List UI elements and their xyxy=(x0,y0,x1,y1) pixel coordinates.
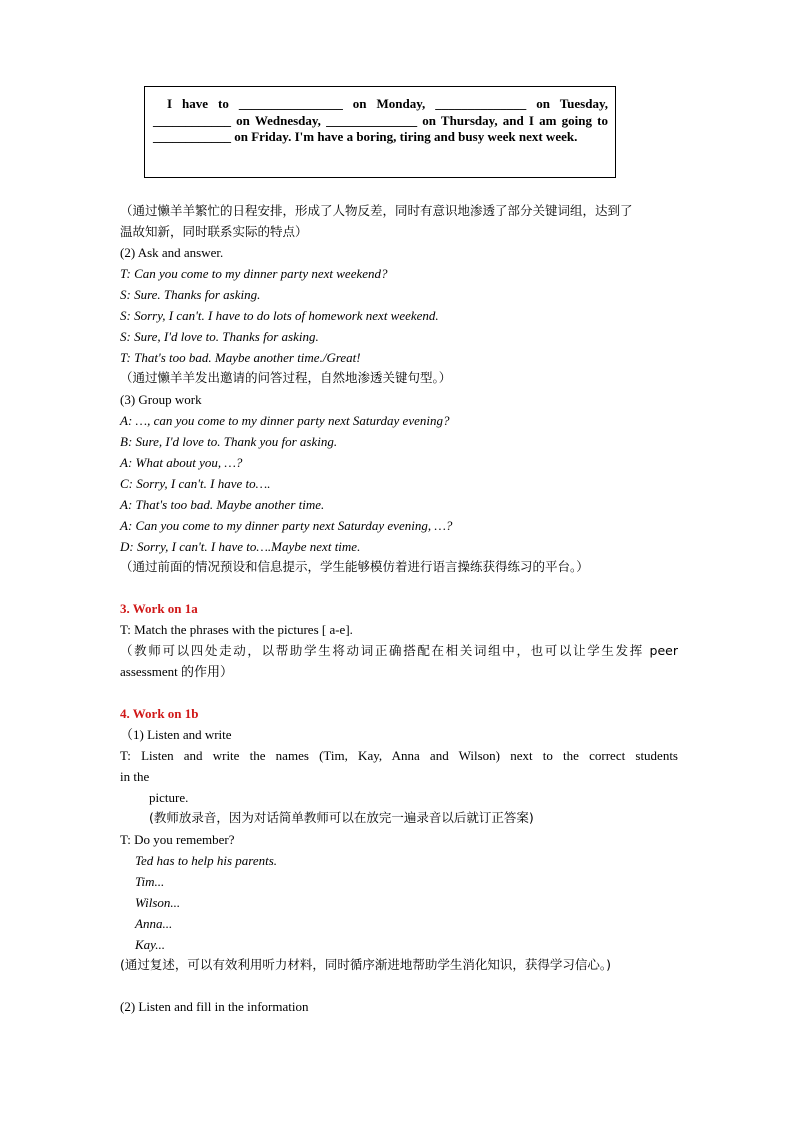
dialog2-line: A: What about you, …? xyxy=(120,455,243,470)
remember-item: Tim... xyxy=(135,874,165,889)
remember-item: Anna... xyxy=(135,916,173,931)
note-teacher-walk-line1: （教师可以四处走动，以帮助学生将动词正确搭配在相关词组中，也可以让学生发挥 peer xyxy=(120,643,678,658)
work-1a-instruction: T: Match the phrases with the pictures [ a-e]. xyxy=(120,622,353,637)
schedule-text-box xyxy=(144,86,616,178)
dialog1-line: S: Sorry, I can't. I have to do lots of homework next weekend. xyxy=(120,308,439,323)
remember-item: Wilson... xyxy=(135,895,181,910)
work-1b-sub-listen-write: （1) Listen and write xyxy=(120,727,232,742)
note-teacher-walk-line2: assessment 的作用） xyxy=(120,664,234,679)
dialog1-line: T: That's too bad. Maybe another time./Great! xyxy=(120,350,361,365)
note-schedule-line2: 温故知新，同时联系实际的特点） xyxy=(120,224,308,239)
dialog2-line: B: Sure, I'd love to. Thank you for asking. xyxy=(120,434,338,449)
work-1b-sub-listen-fill: (2) Listen and fill in the information xyxy=(120,999,309,1014)
note-invitation: （通过懒羊羊发出邀请的问答过程，自然地渗透关键句型。） xyxy=(120,370,452,385)
work-1b-instruction-line2: in the xyxy=(120,769,150,784)
remember-item: Kay... xyxy=(135,937,165,952)
work-1b-heading: 4. Work on 1b xyxy=(120,706,199,721)
section-group-work-heading: (3) Group work xyxy=(120,392,202,407)
note-retelling: (通过复述，可以有效利用听力材料，同时循序渐进地帮助学生消化知识，获得学习信心。) xyxy=(120,957,612,972)
note-schedule-line1: （通过懒羊羊繁忙的日程安排，形成了人物反差，同时有意识地渗透了部分关键词组，达到了 xyxy=(120,203,633,218)
dialog2-line: A: …, can you come to my dinner party next Saturday evening? xyxy=(120,413,450,428)
dialog1-line: T: Can you come to my dinner party next weekend? xyxy=(120,266,388,281)
work-1b-instruction-line1: T: Listen and write the names (Tim, Kay, Anna and Wilson) next to the correct students xyxy=(120,748,678,763)
schedule-text: I have to ________________ on Monday, ______________ on Tuesday, ____________ on Wednesday, ______________ on Thursday, and I am going to ____________ on Friday. I'm have a boring, tiring and busy week next week. xyxy=(153,96,608,144)
dialog2-line: C: Sorry, I can't. I have to…. xyxy=(120,476,271,491)
dialog2-line: A: That's too bad. Maybe another time. xyxy=(120,497,325,512)
dialog1-line: S: Sure. Thanks for asking. xyxy=(120,287,261,302)
dialog2-line: A: Can you come to my dinner party next Saturday evening, …? xyxy=(120,518,453,533)
dialog1-line: S: Sure, I'd love to. Thanks for asking. xyxy=(120,329,319,344)
work-1b-instruction-line3: picture. xyxy=(149,790,189,805)
note-recording: (教师放录音，因为对话简单教师可以在放完一遍录音以后就订正答案) xyxy=(149,810,534,825)
remember-item: Ted has to help his parents. xyxy=(135,853,278,868)
schedule-paragraph xyxy=(153,96,608,146)
work-1a-heading: 3. Work on 1a xyxy=(120,601,198,616)
note-practice: （通过前面的情况预设和信息提示，学生能够模仿着进行语言操练获得练习的平台。） xyxy=(120,559,589,574)
dialog2-line: D: Sorry, I can't. I have to….Maybe next time. xyxy=(120,539,361,554)
section-ask-answer-heading: (2) Ask and answer. xyxy=(120,245,224,260)
remember-question: T: Do you remember? xyxy=(120,832,235,847)
